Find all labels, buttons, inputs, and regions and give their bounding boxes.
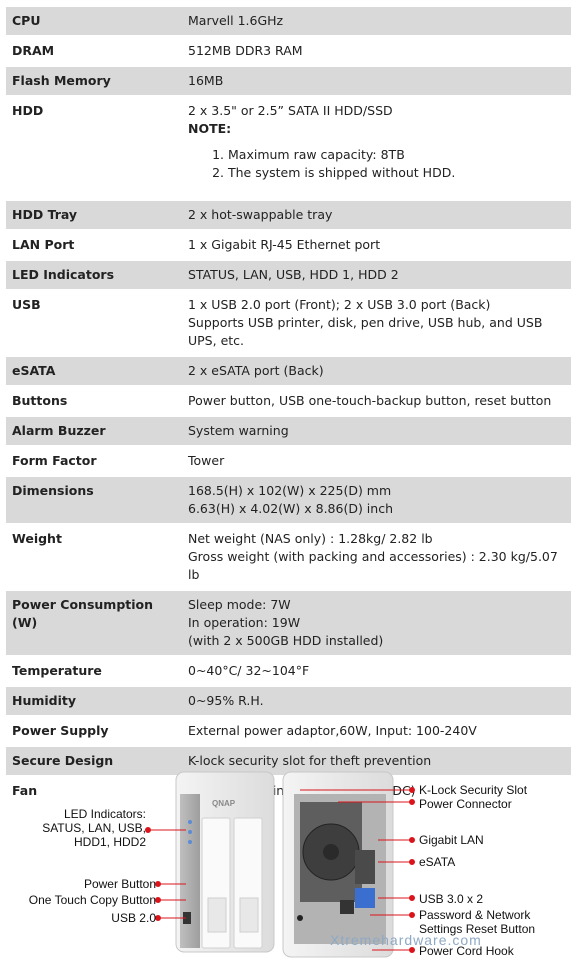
spec-label: DRAM <box>6 37 170 67</box>
spec-value-line: K-lock security slot for theft prevention <box>188 753 432 768</box>
spec-value <box>170 591 571 657</box>
spec-row <box>6 447 571 477</box>
spec-label: Power Consumption (W) <box>6 591 170 657</box>
spec-value-line: Marvell 1.6GHz <box>188 13 284 28</box>
spec-label: Dimensions <box>6 477 170 525</box>
callout-power-button: Power Button <box>83 877 156 891</box>
spec-row <box>6 525 571 591</box>
spec-row <box>6 687 571 717</box>
note-item: 1. Maximum raw capacity: 8TB <box>228 146 565 164</box>
spec-row <box>6 97 571 201</box>
spec-value-line: (with 2 x 500GB HDD installed) <box>188 633 384 648</box>
spec-value-line: Tower <box>188 453 225 468</box>
callout-reset-line: Settings Reset Button <box>419 922 536 936</box>
spec-value-line: 0~40°C/ 32~104°F <box>188 663 310 678</box>
product-figure <box>0 760 581 977</box>
spec-value-line: 6.63(H) x 4.02(W) x 8.86(D) inch <box>188 501 393 516</box>
brand-logo: QNAP <box>212 799 236 808</box>
spec-label: Fan <box>6 777 170 807</box>
spec-row <box>6 291 571 357</box>
spec-value <box>170 37 571 67</box>
spec-label: Humidity <box>6 687 170 717</box>
spec-value <box>170 7 571 37</box>
spec-row <box>6 37 571 67</box>
spec-label: HDD Tray <box>6 201 170 231</box>
spec-row <box>6 7 571 37</box>
spec-value <box>170 657 571 687</box>
spec-label: LAN Port <box>6 231 170 261</box>
spec-value <box>170 201 571 231</box>
spec-label: HDD <box>6 97 170 201</box>
spec-value-line: Sleep mode: 7W <box>188 597 291 612</box>
spec-value-line: 0~95% R.H. <box>188 693 264 708</box>
callout-led-line: SATUS, LAN, USB, <box>42 821 146 835</box>
spec-value-line: In operation: 19W <box>188 615 301 630</box>
spec-value-line: 16MB <box>188 73 224 88</box>
callout-esata: eSATA <box>419 855 456 869</box>
spec-label: Power Supply <box>6 717 170 747</box>
nas-back <box>283 772 393 957</box>
spec-row <box>6 357 571 387</box>
spec-row <box>6 657 571 687</box>
spec-value-line: Net weight (NAS only) : 1.28kg/ 2.82 lb <box>188 531 433 546</box>
spec-label: Temperature <box>6 657 170 687</box>
note-label: NOTE: <box>188 121 232 136</box>
spec-row <box>6 67 571 97</box>
spec-row <box>6 591 571 657</box>
spec-value <box>170 687 571 717</box>
spec-table <box>6 7 571 807</box>
spec-label: Secure Design <box>6 747 170 777</box>
spec-value-line: 168.5(H) x 102(W) x 225(D) mm <box>188 483 392 498</box>
callout-led-line: HDD1, HDD2 <box>73 835 146 849</box>
spec-row <box>6 261 571 291</box>
spec-label: LED Indicators <box>6 261 170 291</box>
spec-value-line: DC) <box>392 783 416 798</box>
spec-label: Alarm Buzzer <box>6 417 170 447</box>
spec-label: eSATA <box>6 357 170 387</box>
callout-usb2: USB 2.0 <box>111 911 156 925</box>
callout-led-line: LED Indicators: <box>63 807 146 821</box>
spec-value-line: STATUS, LAN, USB, HDD 1, HDD 2 <box>188 267 399 282</box>
spec-row <box>6 717 571 747</box>
callout-cord-hook: Power Cord Hook <box>419 944 514 958</box>
spec-value <box>170 477 571 525</box>
spec-value <box>170 387 571 417</box>
spec-value <box>170 231 571 261</box>
spec-value <box>170 717 571 747</box>
spec-value-line: 1 x USB 2.0 port (Front); 2 x USB 3.0 port (Back) <box>188 297 491 312</box>
spec-label: Form Factor <box>6 447 170 477</box>
spec-row <box>6 231 571 261</box>
spec-value-line: Power button, USB one-touch-backup button, reset button <box>188 393 552 408</box>
spec-value-line: 1 x Gigabit RJ-45 Ethernet port <box>188 237 381 252</box>
spec-row <box>6 477 571 525</box>
note-item: 2. The system is shipped without HDD. <box>228 164 565 182</box>
watermark: Xtremehardware.com <box>330 932 482 948</box>
spec-row <box>6 417 571 447</box>
spec-value <box>170 67 571 97</box>
spec-value <box>170 97 571 201</box>
callout-klock: K-Lock Security Slot <box>419 783 528 797</box>
spec-value-line: External power adaptor,60W, Input: 100-240V <box>188 723 477 738</box>
spec-value <box>170 525 571 591</box>
spec-value <box>170 447 571 477</box>
spec-value-line: Gross weight (with packing and accessories) : 2.30 kg/5.07 lb <box>188 549 558 582</box>
callout-power-connector: Power Connector <box>419 797 512 811</box>
spec-value <box>170 261 571 291</box>
callout-usb3: USB 3.0 x 2 <box>419 892 484 906</box>
spec-label: CPU <box>6 7 170 37</box>
spec-label: Buttons <box>6 387 170 417</box>
callout-led-indicators <box>26 807 146 849</box>
spec-value-line: 2 x hot-swappable tray <box>188 207 333 222</box>
spec-value-line: Supports USB printer, disk, pen drive, USB hub, and USB UPS, etc. <box>188 315 543 348</box>
spec-value-line: System warning <box>188 423 289 438</box>
callout-reset-line: Password & Network <box>419 908 531 922</box>
spec-value <box>170 291 571 357</box>
spec-value-line: 2 x 3.5" or 2.5” SATA II HDD/SSD <box>188 103 393 118</box>
notes-list <box>188 146 565 182</box>
callout-gigabit-lan: Gigabit LAN <box>419 833 484 847</box>
spec-row <box>6 201 571 231</box>
spec-row <box>6 387 571 417</box>
callout-one-touch: One Touch Copy Button <box>28 893 156 907</box>
spec-value-line: 512MB DDR3 RAM <box>188 43 303 58</box>
spec-value <box>170 417 571 447</box>
spec-value <box>170 357 571 387</box>
spec-label: Weight <box>6 525 170 591</box>
spec-label: Flash Memory <box>6 67 170 97</box>
spec-label: USB <box>6 291 170 357</box>
spec-value-line: 2 x eSATA port (Back) <box>188 363 324 378</box>
